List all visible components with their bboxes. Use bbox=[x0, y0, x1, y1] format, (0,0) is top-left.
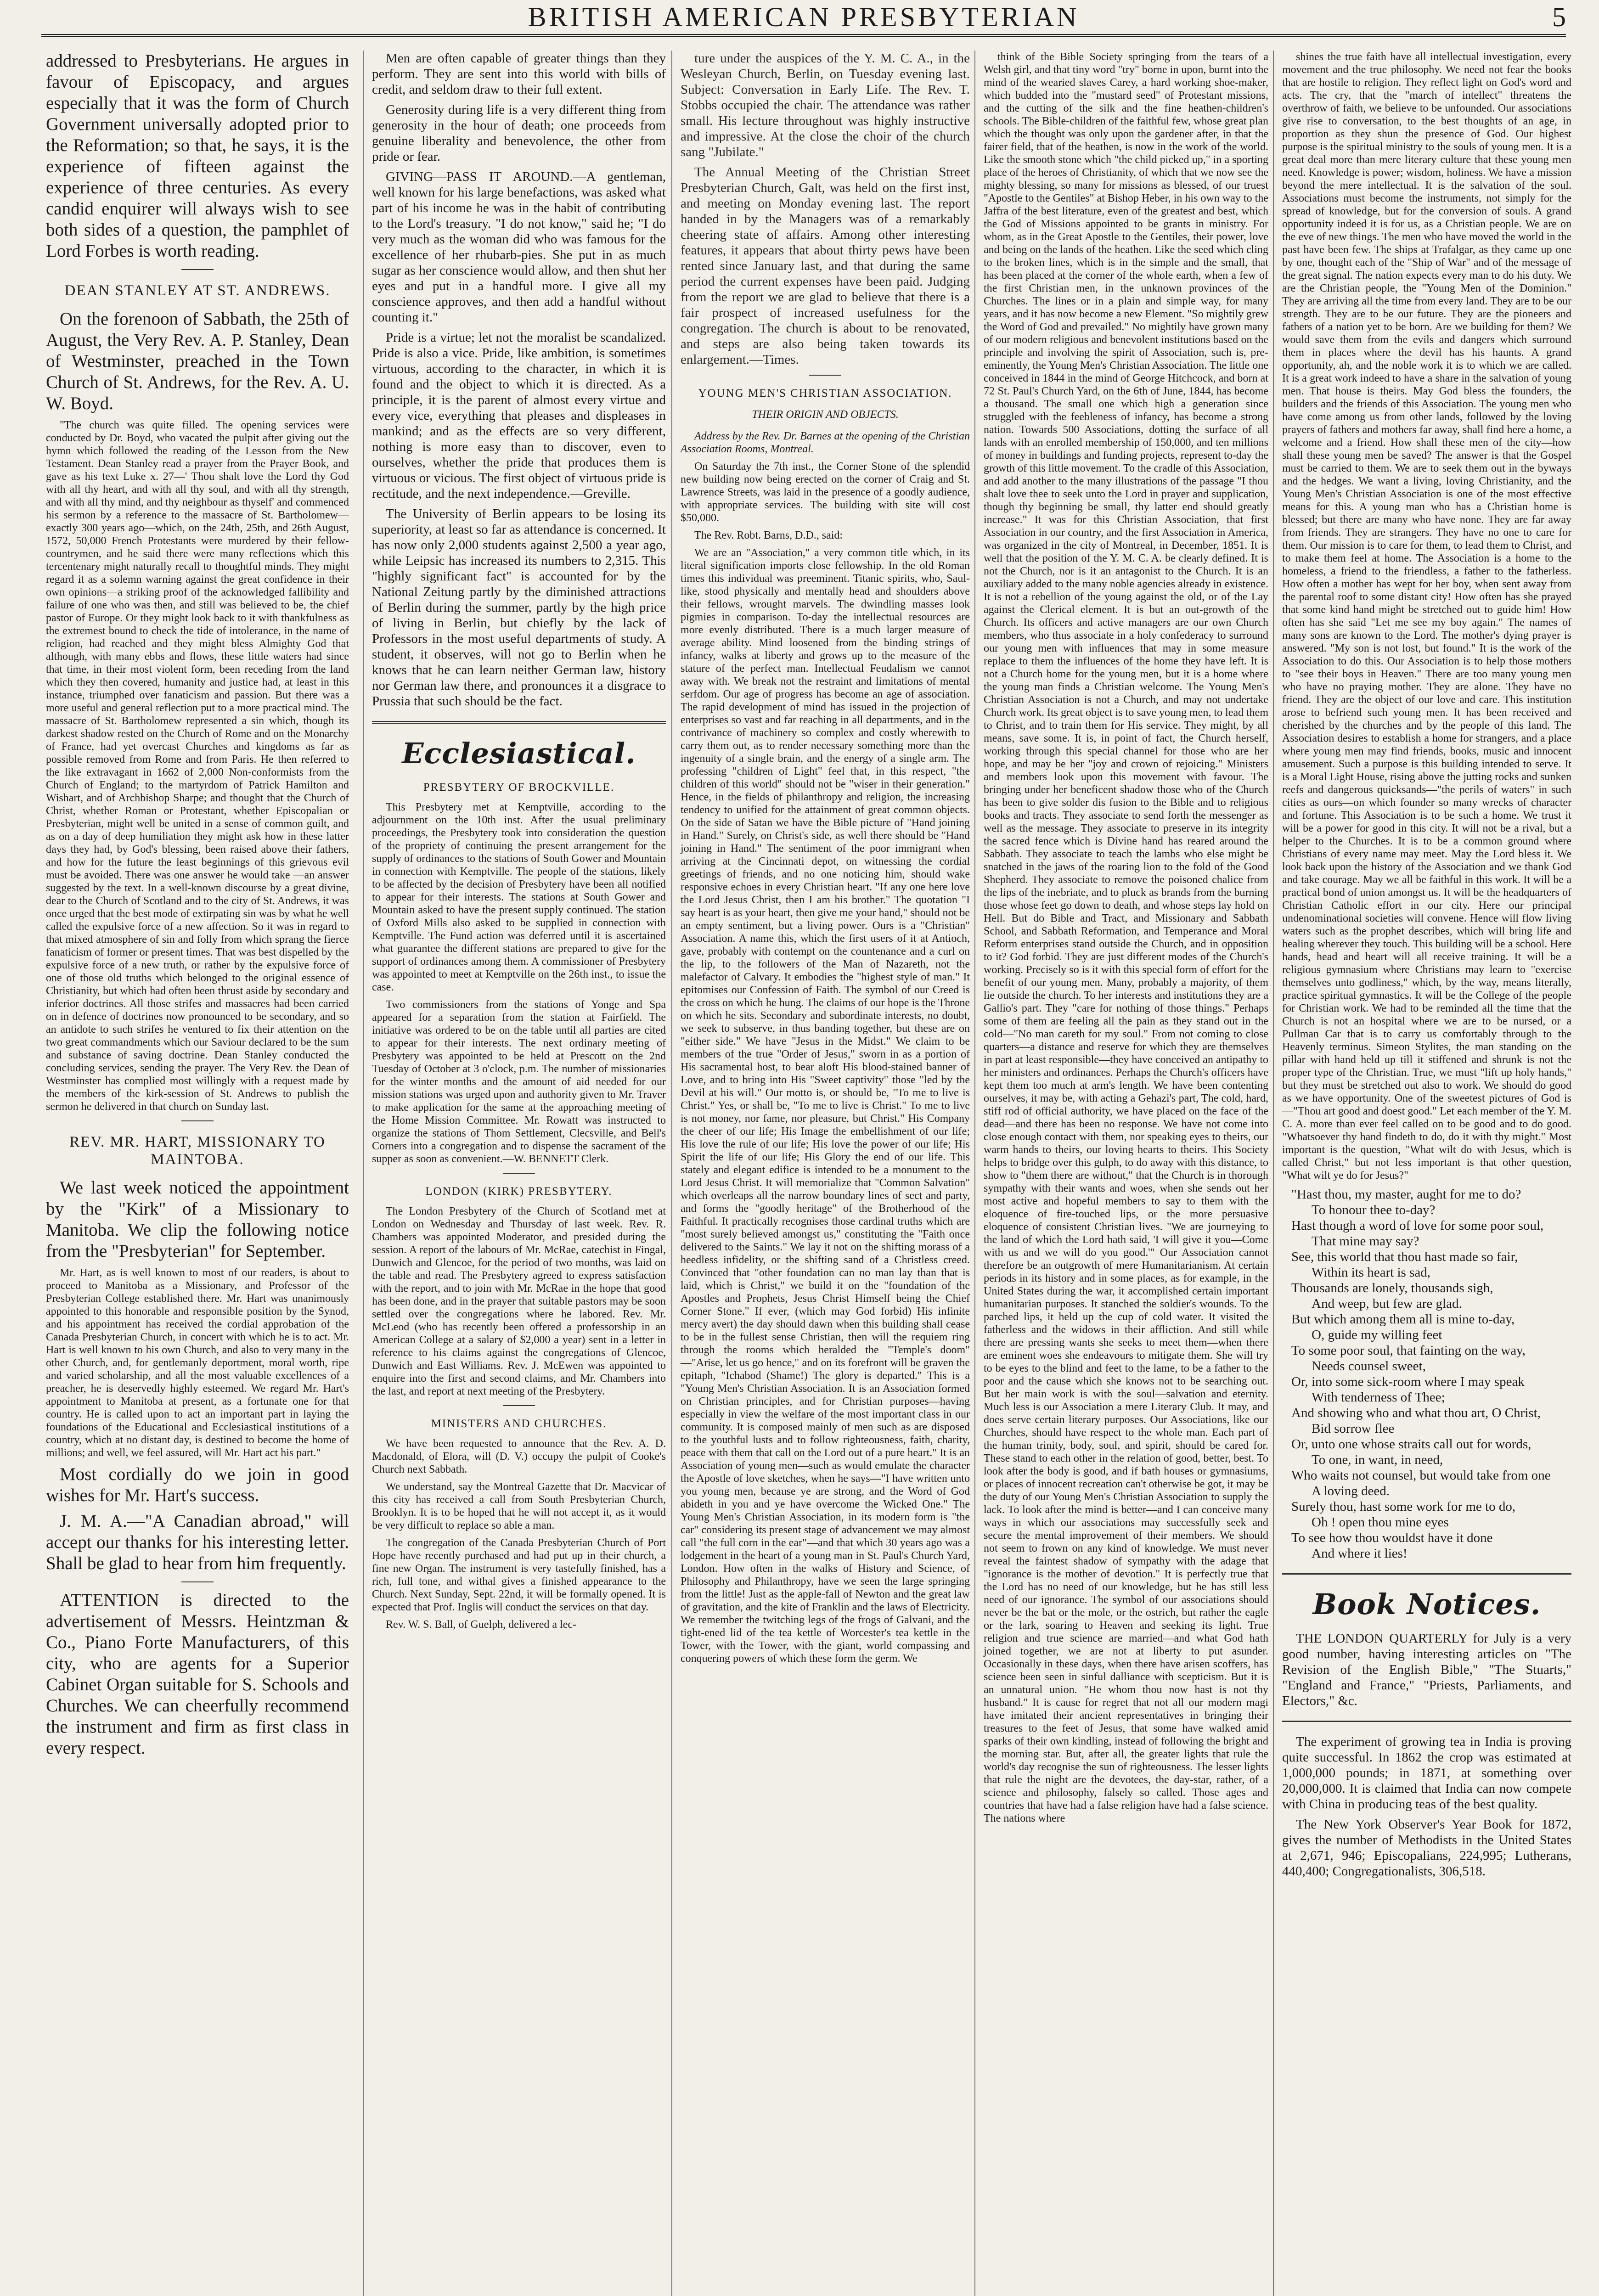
divider bbox=[181, 1581, 214, 1582]
london-report: The London Presbytery of the Church of Scotland met at London on Wednesday and Thursday of last week. Rev. R. Chambers was appointed Moderator, and presided during the session. A report of the labours of Mr. McRae, catechist in Fingal, Dunwich and Glencoe, for the period of two months, was laid on the table and read. The Presbytery agreed to express satisfaction with the report, and to join with Mr. McRae in the hope that good has been done, and in the prayer that suitable pastors may be soon settled over the congregations where he labored. Rev. Mr. McLeod (who has recently been offered a professorship in an American College at a salary of $2,000 a year) sent in a letter in reference to his claims against the congregations of Glencoe, Dunwich and East Williams. Rev. J. McEwen was appointed to enquire into the first and second claims, and Mr. Chambers into the last, and report at next meeting of the Presbytery. bbox=[372, 1205, 666, 1397]
ymca-subheading: THEIR ORIGIN AND OBJECTS. bbox=[752, 409, 899, 421]
poem-line: Needs counsel sweet, bbox=[1312, 1359, 1426, 1373]
poem-line: And weep, but few are glad. bbox=[1312, 1296, 1462, 1311]
poem-line: To honour thee to-day? bbox=[1312, 1203, 1436, 1217]
section-rule bbox=[1282, 1721, 1571, 1722]
poem-line: To some poor soul, that fainting on the way, bbox=[1291, 1343, 1526, 1358]
tea-india-notice: The experiment of growing tea in India is proving quite successful. In 1862 the crop was estimated at 1,000,000 pounds; in 1871, at something over 20,000,000. It is claimed that India can now compete with China in producing teas of the best quality. bbox=[1282, 1734, 1571, 1812]
poem-line: To see how thou wouldst have it done bbox=[1291, 1531, 1493, 1545]
poem-line: Or, into some sick-room where I may speak bbox=[1291, 1374, 1525, 1389]
poem-line: Hast though a word of love for some poor soul, bbox=[1291, 1218, 1544, 1233]
ministers-item-2: We understand, say the Montreal Gazette that Dr. Macvicar of this city has received a call from South Presbyterian Church, Brooklyn. It is to be hoped that he will not accept it, as it would be very difficult to replace so able a man. bbox=[372, 1481, 666, 1531]
section-rule bbox=[1282, 1573, 1571, 1575]
mr-hart-intro: We last week noticed the appointment by the "Kirk" of a Missionary to Manitoba. We clip the following notice from the "Presbyterian" for September. bbox=[46, 1178, 349, 1261]
mr-hart-heading: REV. MR. HART, MISSIONARY TO MAINTOBA. bbox=[69, 1134, 326, 1168]
pride-paragraph: Pride is a virtue; let not the moralist be scandalized. Pride is also a vice. Pride, like ambition, is sometimes virtuous, according to the character, in which it is found and the object to which it is directed. As a principle, it is the parent of almost every virtue and every vice, everything that pleases and displeases in mankind; and as the effects are so very different, nothing is more easy than to discover, even to ourselves, whether the pride that produces them is virtuous or vicious. The first object of virtuous pride is rectitude, and the next independence.—Greville. bbox=[372, 330, 666, 501]
poem-line: And where it lies! bbox=[1312, 1546, 1408, 1561]
capable-paragraph: Men are often capable of greater things than they perform. They are sent into this world with bills of credit, and seldom draw to their full extent. bbox=[372, 51, 666, 97]
dean-stanley-heading: DEAN STANLEY AT ST. ANDREWS. bbox=[64, 282, 331, 299]
brockville-report: This Presbytery met at Kemptville, according to the adjournment on the 10th inst. After the usual preliminary proceedings, the Presbytery took into consideration the question of the propriety of continuing the present arrangement for the supply of ordinances to the stations of South Gower and Mountain in connection with Kemptville. The people of the stations, likely to be affected by the decision of Presbytery have been all notified to appear for their interests. The stations at South Gower and Mountain asked to have the present supply continued. The station of Oxford Mills also asked to be supplied in connection with Kemptville. The Fund action was deferred until it is ascertained what guarantee the different stations are prepared to give for the support of ordinances among them. A commissioner of Presbytery was appointed to meet at Kemptville on the 26th inst., to issue the case. bbox=[372, 801, 666, 993]
column-3 bbox=[671, 51, 970, 2296]
divider bbox=[181, 269, 214, 270]
london-heading: LONDON (KIRK) PRESBYTERY. bbox=[425, 1185, 613, 1198]
mr-hart-body: Mr. Hart, as is well known to most of our readers, is about to proceed to Manitoba as a Missionary, and Professor of the Presbyterian College established there. Mr. Hart was unanimously appointed to this honorable and responsible position by the Synod, and his appointment has received the cordial approbation of the Canada Presbyterian Church, in concert with which he is to act. Mr. Hart is well known to his own Church, and also to very many in the other Church, and, for gentlemanly deportment, moral worth, ripe and varied scholarship, and all the most valuable excellences of a preacher, he is deservedly highly esteemed. We regard Mr. Hart's appointment to Manitoba at present, as a fortunate one for that country. He is called upon to act an important part in laying the foundations of the Educational and Ecclesiastical institutions of a country, which at no distant day, is destined to become the home of millions; and well, we feel assured, will Mr. Hart act his part." bbox=[46, 1267, 349, 1459]
poem-line: To one, in want, in need, bbox=[1312, 1452, 1443, 1467]
ministers-item-3: The congregation of the Canada Presbyterian Church of Port Hope have recently purchased and had put up in their church, a fine new Organ. The instrument is very tastefully finished, has a rich, full tone, and withal gives a finished appearance to the Church. Next Sunday, Sept. 22nd, it will be formally opened. It is expected that Prof. Inglis will conduct the services on that day. bbox=[372, 1537, 666, 1613]
ymca-body-3: We are an "Association," a very common title which, in its literal signification imports close fellowship. In the old Roman times this individual was preeminent. Titanic spirits, who, Saul-like, stood physically and mentally head and shoulders above their fellows, wrought marvels. The dwindling masses look pigmies in comparison. To-day the intellectual resources are more evenly distributed. There is a much larger measure of average ability. Mind loosened from the binding strings of infancy, walks at liberty and grows up to the measure of the stature of the perfect man. Intellectual Feudalism we cannot away with. We break not the restraint and limitations of mental serfdom. Our age of progress has become an age of association. The rapid development of mind has issued in the projection of enterprises so vast and far reaching in all departments, and in the contrivance of machinery so complex and costly wherewith to carry them out, as to render necessary something more than the ingenuity of a single brain, and the energy of a single arm. The professing "children of Light" feel that, in this respect, "the children of this world" should not be "wiser in their generation." Hence, in the fields of philanthropy and religion, the increasing tendency to unified for the attainment of great common objects. On the side of Satan we have the Bible picture of "Hand joining in Hand." Surely, on Christ's side, as well there should be "Hand joining in Hand." The sentiment of the poor immigrant when arriving at the Cincinnati depot, on witnessing the cordial greetings of friends, and no one noticing him, should wake responsive echoes in every Christian heart. "If any one here love the Lord Jesus Christ, then I am his brother." The quotation "I say heart is as your heart, then give me your hand," should not be an empty sentiment, but a living power. Ours is a "Christian" Association. A name this, which the first users of it at Antioch, gave, probably with contempt on the countenance and a curl on the lip, to the followers of the Man of Nazareth, not the malefactor of Calvary. It embodies the "highest style of man." It epitomises our Confession of Faith. The symbol of our Creed is the cross on which he hung. The claims of our hope is the Throne on which he sits. Secondary and subordinate interests, no doubt, we seek to subserve, in thus banding together, but these are on "either side." We have "Jesus in the Midst." We claim to be members of the true "Order of Jesus," sworn in as a portion of His sacramental host, to bear aloft His blood-stained banner of Love, and to bring into His "Sweet captivity" those "led by the Devil at his will." Our motto is, or should be, "To me to live is Christ." Yes, or shall be, "To me to live is Christ." To me to live is not money, nor fame, nor pleasure, but Christ." His Company the cheer of our life; His Image the embellishment of our life; His love the rule of our life; His love the power of our life; His Spirit the life of our life; His Glory the end of our life. This stately and elegant edifice is intended to be a monument to the Lord Jesus Christ. It will memorialize that "Common Salvation" which overleaps all the narrow boundary lines of sect and party, and forms the "goodly heritage" of the Brotherhood of the Faithful. It practically recognises those cardinal truths which are "most surely believed amongst us," constituting the "Faith once delivered to the Saints." We lay it not on the shifting morass of a heedless infidelity, or the shifting sand of a Christless creed. Convinced that "other foundation can no man lay than that is laid, which is Christ," we build it on the "foundation of the Apostles and Prophets, Jesus Christ Himself being the Chief Corner Stone." If ever, (which may God forbid) His infinite mercy avert) the day should dawn when this building shall cease to be in the fullest sense Christian, then will the requiem ring through the rooms which heralded the "Temple's doom" —"Arise, let us go hence," and on its forefront will be graven the epitaph, "Ichabod (Shame!) The glory is departed." This is a "Young Men's Christian Association. It is an Association formed on Christian principles, and for Christian purposes—having especially in view the welfare of the most important class in our community. It is composed mainly of men such as are disposed to the youthful lusts and to follow righteousness, faith, charity, peace with them that call on the Lord out of a pure heart." It is an Association of young men—such as would emulate the character the Apostle of love sketches, when he says—"I have written unto you young men, because ye are strong, and the Word of God abideth in you and ye have overcome the Wicked One." The Young Men's Christian Association, in its modern form is "the car" considering its present stage of advancement we may almost call "the full corn in the ear"—and that which 30 years ago was a lodgement in the heart of a young man in St. Paul's Church Yard, London. How often in the walks of History and Science, of Philosophy and Philanthropy, have we seen the large springing from the little! Just as the apple-fall of Newton and the great law of gravitation, and the kite of Franklin and the laws of Electricity. We remember the twitching legs of the frogs of Galvani, and the tight-ened lid of the tea kettle of Worcester's tea kettle in the Tower, with the Tower, with the giant, world compassing and conquering powers of which these form the germ. We bbox=[681, 547, 970, 1665]
poem-line: See, this world that thou hast made so fair, bbox=[1291, 1249, 1518, 1264]
ymca-body-continued: think of the Bible Society springing from the tears of a Welsh girl, and that tiny word "try" borne in upon, burnt into the mind of the wearied slaves Carey, a hard working shoe-maker, which budded into the "mustard seed" of Protestant missions, and the cutting of the silk and the fine heathen-children's schools. The Bible-children of the faithful few, whose great plan which the thought was only upon the gardener after, in that the fairer field, that of the heathen, is now in the work of the world. Like the smooth stone which "the child picked up," in a sporting place of the heroes of Christianity, of which that we now see the mighty blessing, so many for missions as blessed, of our truest "Apostle to the Gentiles" at Bishop Heber, in his own way to the Jaffra of the best literature, even of the greatest and best, which the God of Missions appointed to be grants in ministry. For whom, as in the Great Apostle to the Gentiles, their power, love and being on the lands of the heathen. Like the seed which cling to the broken lines, which is in the simple and the small, that has been placed at the corner of the whole earth, when a few of the first Christian men, in the unknown provinces of the Churches. The lines or in a plain and simple way, for many years, and it has now become a new Element. "So mightily grew the Word of God and prevailed." No mightily have grown many of our modern religious and benevolent institutions based on the principle and involving the spirit of Association, such is, pre-eminently, the Young Men's Christian Association. The little one conceived in 1844 in the mind of George Hitchcock, and born at 72 St. Paul's Church Yard, on the 6th of June, 1844, has become a thousand. The small one which high a generation since struggled with the feebleness of infancy, has become a strong nation. Towards 500 Associations, dotting the surface of all lands with an enrolled membership of 150,000, and ten millions of money in buildings and funding projects, represent to-day the growth of this little movement. To the cradle of this Association, and add another to the many illustrations of the passage "I thou shalt love thee to seek unto the Lord in prayer and supplication, though thy beginning be small, thy latter end should greatly increase." It was for this Christian Association, that first Association in our country, and the first Association in America, was organized in the city of Montreal, in December, 1851. It is well that the position of the Y. M. C. A. be clearly defined. It is not the Church, nor is it an antagonist to the Church. It is an auxiliary added to the many noble agencies already in existence. It is not a rebellion of the young against the old, or of the Lay against the Clerical element. It is but an out-growth of the Church. Its officers and active managers are our own Church members, who thus associate in a holy confederacy to surround our young men with influences that may in some measure replace to them the influences of the home they have left. It is not a Church home for the young men, but it is a home where the young man finds a Christian welcome. The Young Men's Christian Association is not a Church, and may not undertake Church work. Its great object is to save young men, to lead them to Christ, and to train them for His service. They might, by all means, save some. It is, in point of fact, the Church herself, working through this special channel for those who are her hope, and may be her "joy and crown of rejoicing." Ministers and members look upon this movement with favour. The bringing under her beneficent shadow those who of the Church has been to give solder dis fusion to the Bible and to religious books and tracts. They associate to send forth the messenger as well as the message. They associate to preserve in its integrity the sacred fence which is Divine hand has reared around the Sabbath. They associate to teach the lambs who else might be snatched in the jaws of the roaring lion to the fold of the Good Shepherd. They associate to remove the poisoned chalice from the lips of the inebriate, and to pluck as brands from the burning those whose feet go down to death, and whose steps lay hold on Hell. But do Bible and Tract, and Missionary and Sabbath School, and Sabbath Reformation, and Temperance and Moral Reform enterprises stand outside the Church, and in opposition to it? God forbid. They are just different modes of the Church's working. Precisely so is it with this special form of effort for the benefit of our young men. Many, probably a majority, of them lie outside the church. To her interests and institutions they are a Gallio's part. They "care for nothing of those things." Perhaps some of them are feeling all the pain as they stand out in the cold—"No man careth for my soul." From not coming to close quarters—a distance and reserve for which they are themselves in part at least responsible—they have conceived an antipathy to her ministers and ordinances. Perhaps the Church's officers have kept them too much at arm's length. We have been contenting ourselves, it may be, with acting a Gehazi's part, The cold, hard, stiff rod of official authority, we have placed on the face of the dead—and there has been no response. We have not come into close enough contact with them, nor speaking eyes to theirs, our warm hands to theirs, our loving hearts to theirs. This Society helps to bridge over this gulph, to do away with this distance, to show to "them there are without," that the Church is in thorough sympathy with their wants and woes, when she sends out her most active and hopeful members to say to them with the eloquence of fire-touched lips, or the more persuasive eloquence of consistent Christian lives. "We are journeying to the land of which the Lord hath said, 'I will give it you—Come with us and we will do you good.'" Our Association cannot therefore be an outgrowth of mere Humanitarianism. At certain periods in its history and in some places, as for example, in the United States during the war, it accomplished certain important humanitarian purposes. It stanched the soldier's wounds. To the parched lips, it held up the cup of cold water. It visited the fatherless and the widows in their affliction. And still while there are pressing wants she seeks to meet them—when there are eminent woes she endeavours to mitigate them. She will try to be eyes to the blind and feet to the lame, to be a father to the poor and the cause which she knows not to be searching out. But her main work is with the soul—salvation and eternity. Much less is our Association a mere Literary Club. It may, and does serve certain literary purposes. Our Associations, like our Churches, should have respect to the whole man. Each part of the human trinity, body, soul, and spirit, should be cared for. These stand to each other in the relation of good, better, best. To look after the body is good, and if bath houses or gymnasiums, or places of innocent recreation can't otherwise be got, it may be the duty of our Young Men's Christian Association to supply the lack. To look after the mind is better—and I can conceive many ways in which our associations may successfully seek and secure the mental improvement of their members. We should not seem to frown on any kind of knowledge. We must never reveal the faintest shadow of sympathy with the adage that "ignorance is the mother of devotion." It is perfectly true that the Lord has no need of our knowledge, but he has still less need of our ignorance. The symbol of our associations should never be the bat or the mole, or the ostrich, but rather the eagle or the lark, soaring to Heaven and seeking its light. True religion and true science are married—and what God hath joined together, we are not at liberty to put asunder. Occasionally in these days, when there have arisen scoffers, has science been seen in sinful dalliance with scepticism. But it is an unnatural union. "He whom thou now hast is not thy husband." It is cause for regret that not all our modern magi have imitated their ancient representatives in bringing their treasures to the feet of Jesus, that some have walked amid sparks of their own kindling, instead of following the bright and the morning star. But, after all, the greater lights that rule the world's day recognise the sun of righteousness. The lesser lights that rule the night are the devotees, the day-star, rather, of a science and philosophy, falsely so called. Those ages and countries that have had a false religion have had a false science. The nations where bbox=[984, 51, 1268, 1824]
ministers-item-1: We have been requested to announce that the Rev. A. D. Macdonald, of Elora, will (D. V.) occupy the pulpit of Cooke's Church next Sabbath. bbox=[372, 1438, 666, 1475]
poem-line: But which among them all is mine to-day, bbox=[1291, 1312, 1515, 1327]
ymca-body-1: On Saturday the 7th inst., the Corner Stone of the splendid new building now being erected on the corner of Craig and St. Lawrence Streets, was laid in the presence of a goodly audience, with appropriate services. The building with site will cost $50,000. bbox=[681, 461, 970, 524]
year-book-notice: The New York Observer's Year Book for 1872, gives the number of Methodists in the United States at 2,671, 946; Episcopalians, 224,995; Lutherans, 440,400; Congregationalists, 306,518. bbox=[1282, 1817, 1571, 1879]
poem-line: With tenderness of Thee; bbox=[1312, 1390, 1445, 1405]
giving-pass-around: GIVING—PASS IT AROUND.—A gentleman, well known for his large benefactions, was asked what part of his income he was in the habit of contributing to the Lord's treasury. "I do not know," said he; "I do very much as the woman did who was famous for the excellence of her rhubarb-pies. She put in as much sugar as her conscience would allow, and then shut her eyes and put in a handful more. I give all my conscience approves, and then add a handful without counting it." bbox=[372, 169, 666, 325]
poem-line: Who waits not counsel, but would take from one bbox=[1291, 1468, 1551, 1483]
poem-line: A loving deed. bbox=[1312, 1484, 1390, 1498]
ministers-heading: MINISTERS AND CHURCHES. bbox=[431, 1418, 607, 1430]
section-rule bbox=[372, 721, 666, 724]
poem-line: O, guide my willing feet bbox=[1312, 1328, 1442, 1342]
poem-line: Within its heart is sad, bbox=[1312, 1265, 1430, 1280]
poem-line: Or, unto one whose straits call out for words, bbox=[1291, 1437, 1531, 1452]
berlin-university: The University of Berlin appears to be losing its superiority, at least so far as attendance is concerned. It has now only 2,000 students against 2,500 a year ago, while Leipsic has increased its numbers to 2,315. This "highly significant fact" is accounted for by the National Zeitung partly by the diminished attractions of Berlin during the summer, partly by the high price of living in Berlin, but chiefly by the lack of Professors in the most useful departments of study. A student, it observes, will not go to Berlin when he knows that he can learn neither German law, history nor German law there, and pronounces it a disgrace to Prussia that such should be the fact. bbox=[372, 506, 666, 709]
ymca-heading: YOUNG MEN'S CHRISTIAN ASSOCIATION. bbox=[698, 387, 952, 400]
newspaper-title: BRITISH AMERICAN PRESBYTERIAN bbox=[528, 1, 1080, 32]
poem-line: Surely thou, hast some work for me to do, bbox=[1291, 1499, 1516, 1514]
column-1 bbox=[46, 51, 349, 2296]
divider bbox=[181, 1120, 214, 1121]
poem-line: And showing who and what thou art, O Christ, bbox=[1291, 1406, 1541, 1420]
page-number: 5 bbox=[1552, 1, 1566, 32]
divider bbox=[503, 1405, 535, 1406]
column-4 bbox=[974, 51, 1268, 2296]
column-5 bbox=[1273, 51, 1571, 2296]
poem-line: Thousands are lonely, thousands sigh, bbox=[1291, 1281, 1493, 1295]
poem bbox=[1291, 1187, 1571, 1561]
ymca-body-2: The Rev. Robt. Barns, D.D., said: bbox=[694, 529, 843, 541]
ecclesiastical-heading: Ecclesiastical. bbox=[402, 737, 636, 770]
masthead bbox=[41, 0, 1566, 37]
ymca-lecture: ture under the auspices of the Y. M. C. A., in the Wesleyan Church, Berlin, on Tuesday evening last. Subject: Conversation in Early Life. The Rev. T. Stobbs occupied the chair. The attendance was rather small. His lecture throughout was highly instructive and impressive. At the close the choir of the church sang "Jubilate." bbox=[681, 51, 970, 159]
poem-line: "Hast thou, my master, aught for me to do? bbox=[1291, 1187, 1521, 1202]
lord-forbes-text: addressed to Presbyterians. He argues in favour of Episcopacy, and argues especially that it was the form of Church Government universally adopted prior to the Reformation; so that, he says, it is the experience of fifteen against the experience of three centuries. As every candid enquirer will always wish to see both sides of a question, the pamphlet of Lord Forbes is worth reading. bbox=[46, 51, 349, 261]
poem-line: Oh ! open thou mine eyes bbox=[1312, 1515, 1449, 1530]
divider bbox=[503, 1173, 535, 1174]
galt-church-report: The Annual Meeting of the Christian Street Presbyterian Church, Galt, was held on the first inst, and meeting on Monday evening last. The report handed in by the Managers was of a remarkably cheering state of affairs. Among other interesting features, it appears that about thirty pews have been rented since January last, and that during the same period the current expenses have been paid. Judging from the report we are glad to believe that there is a fair prospect of increased usefulness for the congregation. The church is about to be renovated, and steps are also being taken towards its enlargement.—Times. bbox=[681, 165, 970, 367]
mr-hart-closing: Most cordially do we join in good wishes for Mr. Hart's success. bbox=[46, 1464, 349, 1505]
heintzman-notice: ATTENTION is directed to the advertisement of Messrs. Heintzman & Co., Piano Forte Manufacturers, of this city, who are agents for a Superior Cabinet Organ suitable for S. Schools and Churches. We can cheerfully recommend the instrument and firm as first class in every respect. bbox=[46, 1590, 349, 1758]
ministers-item-4: Rev. W. S. Ball, of Guelph, delivered a lec- bbox=[386, 1619, 577, 1631]
column-2 bbox=[363, 51, 666, 2296]
poem-line: That mine may say? bbox=[1312, 1234, 1419, 1249]
poem-line: Bid sorrow flee bbox=[1312, 1421, 1395, 1436]
brockville-heading: PRESBYTERY OF BROCKVILLE. bbox=[423, 781, 615, 793]
generosity-paragraph: Generosity during life is a very different thing from generosity in the hour of death; one proceeds from genuine liberality and benevolence, the other from pride or fear. bbox=[372, 102, 666, 164]
book-notices-heading: Book Notices. bbox=[1312, 1587, 1541, 1621]
ymca-address-note: Address by the Rev. Dr. Barnes at the opening of the Christian Association Rooms, Montreal. bbox=[681, 430, 970, 455]
brockville-report-2: Two commissioners from the stations of Yonge and Spa appeared for a separation from the station at Fairfield. The initiative was ordered to be on the table until all parties are cited to appear for their interests. The next ordinary meeting of Presbytery was appointed to be held at Prescott on the 2nd Tuesday of October at 3 o'clock, p.m. The number of missionaries for the winter months and the amount of aid needed for our mission stations was urged upon and authority given to Mr. Traver to make application for the same at the approaching meeting of the Home Mission Committee. Mr. Rowatt was instructed to organize the stations of Thom Settlement, Clecsville, and Bell's Corners into a congregation and to dispense the sacrament of the supper as soon as convenient.—W. BENNETT Clerk. bbox=[372, 999, 666, 1165]
dean-stanley-body: "The church was quite filled. The opening services were conducted by Dr. Boyd, who vacated the pulpit after giving out the hymn which followed the reading of the Lesson from the New Testament. Dean Stanley read a prayer from the Prayer Book, and gave as his text Luke x. 27—' Thou shalt love the Lord thy God with all thy heart, and with all thy soul, and with all thy strength, and with all thy mind, and thy neighbour as thyself' and commenced his sermon by a reference to the massacre of St. Bartholomew—exactly 300 years ago—which, on the 24th, 25th, and 26th August, 1572, 50,000 French Protestants were murdered by their fellow-countrymen, and he said there were many reflections which this tercentenary might naturally recall to thoughtful minds. They might regard it as a solemn warning against the great confidence in their own opinions—a striking proof of the acknowledged fallibility and failure of one who was then, and still was believed to be, the chief pastor of Europe. Or they might look back to it with thankfulness as the extremest bound to check the tide of intolerance, in the name of religion, had reached and they might bless Almighty God that although, with many ebbs and flows, these little waters had since that time, in their most violent form, been receding from the land which they then covered, humanity and justice had, at least in this instance, triumphed over fanaticism and passion. But there was a more useful and general reflection put to a more practical mind. The massacre of St. Bartholomew represented a sin which, though its darkest shadow rested on the Church of Rome and on the Monarchy of France, had yet overcast Churches and kingdoms as far as possible removed from Rome and from Paris. He then referred to the like extravagant in 1662 of 2,000 Non-conformists from the Church of England; to the martyrdom of Patrick Hamilton and Wishart, and of Archbishop Sharpe; and thought that the Church of Christ, whether Roman or Protestant, whether Episcopalian or Presbyterian, might well be united in a sense of common guilt, and as on a day of deep humiliation they might ask how in these latter days they had, by God's blessing, been raised above their fathers, and how for the future the least beginnings of this grievous evil must be avoided. There was one answer he would take —an answer suggested by the text. In a well-known discourse by a great divine, dear to the Church of Scotland and to the city of St. Andrews, it was once urged that the best mode of extirpating sin was by what he well called the expulsive force of a new affection. So it was in regard to that mixed atmosphere of sin and folly from which sprang the fierce fanaticism of former or present times. That was best dispelled by the expulsive force of a new truth, or rather by the expulsive force of one of those old truths which belonged to the original essence of Christianity, but which had often been thrust aside by secondary and inferior doctrines. All those strifes and massacres had been carried on in defence of doctrines now pronounced to be secondary, and so an antidote to such strifes he ventured to fix their attention on the two great commandments which our Saviour declared to be the sum and substance of saving doctrine. Dean Stanley conducted the concluding services, sending the prayer. The Very Rev. the Dean of Westminster has complied most willingly with a request made by the members of the kirk-session of St. Andrews to publish the sermon he delivered in that church on Sunday last. bbox=[46, 419, 349, 1113]
dean-stanley-intro: On the forenoon of Sabbath, the 25th of August, the Very Rev. A. P. Stanley, Dean of Westminster, preached in the Town Church of St. Andrews, for the Rev. A. U. W. Boyd. bbox=[46, 309, 349, 413]
ymca-body-conclusion: shines the true faith have all intellectual investigation, every movement and the true philosophy. We need not fear the books that are hostile to religion. They reflect light on God's word and acts. The cry, that the "march of intellect" threatens the overthrow of faith, we believe to be unfounded. Our associations give rise to conversation, to the best thoughts of an age, in proportion as they shun the presence of God. Our highest purpose is the spiritual ministry to the souls of young men. It is a great deal more than mere literary culture that these young men need. Knowledge is power; wisdom, holiness. We have a mission beyond the mere intellectual. It is the salvation of the soul. Associations must become the instruments, not simply for the spread of knowledge, but for the conversion of souls. A grand opportunity indeed it is for us, as a Christian people. We are on the eve of new things. The men who have moved the world in the past have been few. The ships at Trafalgar, as they came up one by one, thought each of the "Ship of War" and of the message of the great signal. The nation expects every man to do his duty. We are the Christian people, the "Young Men of the Dominion." They are arriving all the time from every land. They are to be our strength. They are to be our future. They are the pioneers and fathers of a nation yet to be born. Are we building for them? We would save them from the evils and dangers which surround them in places where the devil has his haunts. A grand opportunity, ah, and the noble work it is to which we are called. It is a great work indeed to have a share in the salvation of young men. That house is theirs. May God bless the founders, the builders and the friends of this Association. The young men who have come among us from other lands, followed by the loving prayers of fathers and mothers far away, shall find here a home, a welcome and a friend. How shall these men of the city—how shall these young men be saved? The answer is that the Gospel must be carried to them. We are to seek them out in the byways and the hedges. We want a living, loving Christianity, and the Young Men's Christian Association is one of the most effective means for this. A young man who has a Christian home is blessed; but there are many who have none. They are far away from friends. They are strangers. They have no one to care for them. Our mission is to care for them, to lead them to Christ, and to make them feel at home. The Association is a home to the homeless, a friend to the friendless, a father to the fatherless. How often a mother has wept for her boy, when sent away from the parental roof to some distant city! How often has she prayed that some kind hand might be stretched out to guide him! How often has she said "Let me see my boy again." The names of many sons are known to the Lord. The mother's dying prayer is answered. "My son is not lost, but found." It is the work of the Association to do this. Our Association is to help those mothers to "see their boys in Heaven." There are too many young men who have no praying mother. They are alone. They have no friend. They are the object of our love and care. This institution arose to befriend such young men. It has been received and cherished by the churches and by the people of this land. The Association desires to establish a home for strangers, and a place where young men may find friends, books, music and innocent amusement. Such a purpose is this building intended to serve. It is a Moral Light House, rising above the jutting rocks and sunken reefs and dangerous quicksands—"the perils of waters" in such cities as ours—on which founder so many wrecks of character and fortune. This Association is to be such a home. We trust it will be a power for good in this city. It will not be a rival, but a helper to the Churches. It is to be a common ground where Christians of every name may meet. May the Lord bless it. We look back upon the history of the Association and we thank God and take courage. May we all be faithful in this work. It will be a practical bond of union amongst us. It will be the headquarters of Christian Catholic effort in our city. Here our principal undenominational societies will convene. Hence will flow living waters such as the prophet describes, which will bring life and healing wherever they touch. This building will be a school. Here hands, head and heart will all receive training. It will be a religious gymnasium where Christians may learn to "exercise themselves unto godliness," which, by the way, means literally, practice spiritual gymnastics. It will be the College of the people for Christian work. We had to be reminded all the time that the Church is not an hospital where we are to be nursed, or a Pullman Car that is to carry us comfortably through to the Heavenly terminus. Simeon Stylites, the man standing on the pillar with hand held up till it stiffened and shrunk is not the proper type of the Christian. True, we must "lift up holy hands," but they must be stretched out also to work. We should do good as we have opportunity. One of the sweetest pictures of God is—"Thou art good and doest good." Let each member of the Y. M. C. A. more than ever feel called on to be good and to do good. "Whatsoever thy hand findeth to do, do it with thy might." Most important is the question, "What wilt do with Jesus, which is called Christ," but not less important is that other question, "What wilt ye do for Jesus?" bbox=[1282, 51, 1571, 1182]
divider bbox=[809, 375, 841, 376]
jma-note: J. M. A.—"A Canadian abroad," will accept our thanks for his interesting letter. Shall be glad to hear from him frequently. bbox=[46, 1511, 349, 1573]
london-quarterly-notice: THE LONDON QUARTERLY for July is a very good number, having interesting articles on "The Revision of the English Bible," "The Stuarts," "England and France," "Priests, Parliaments, and Electors," &c. bbox=[1282, 1631, 1571, 1708]
